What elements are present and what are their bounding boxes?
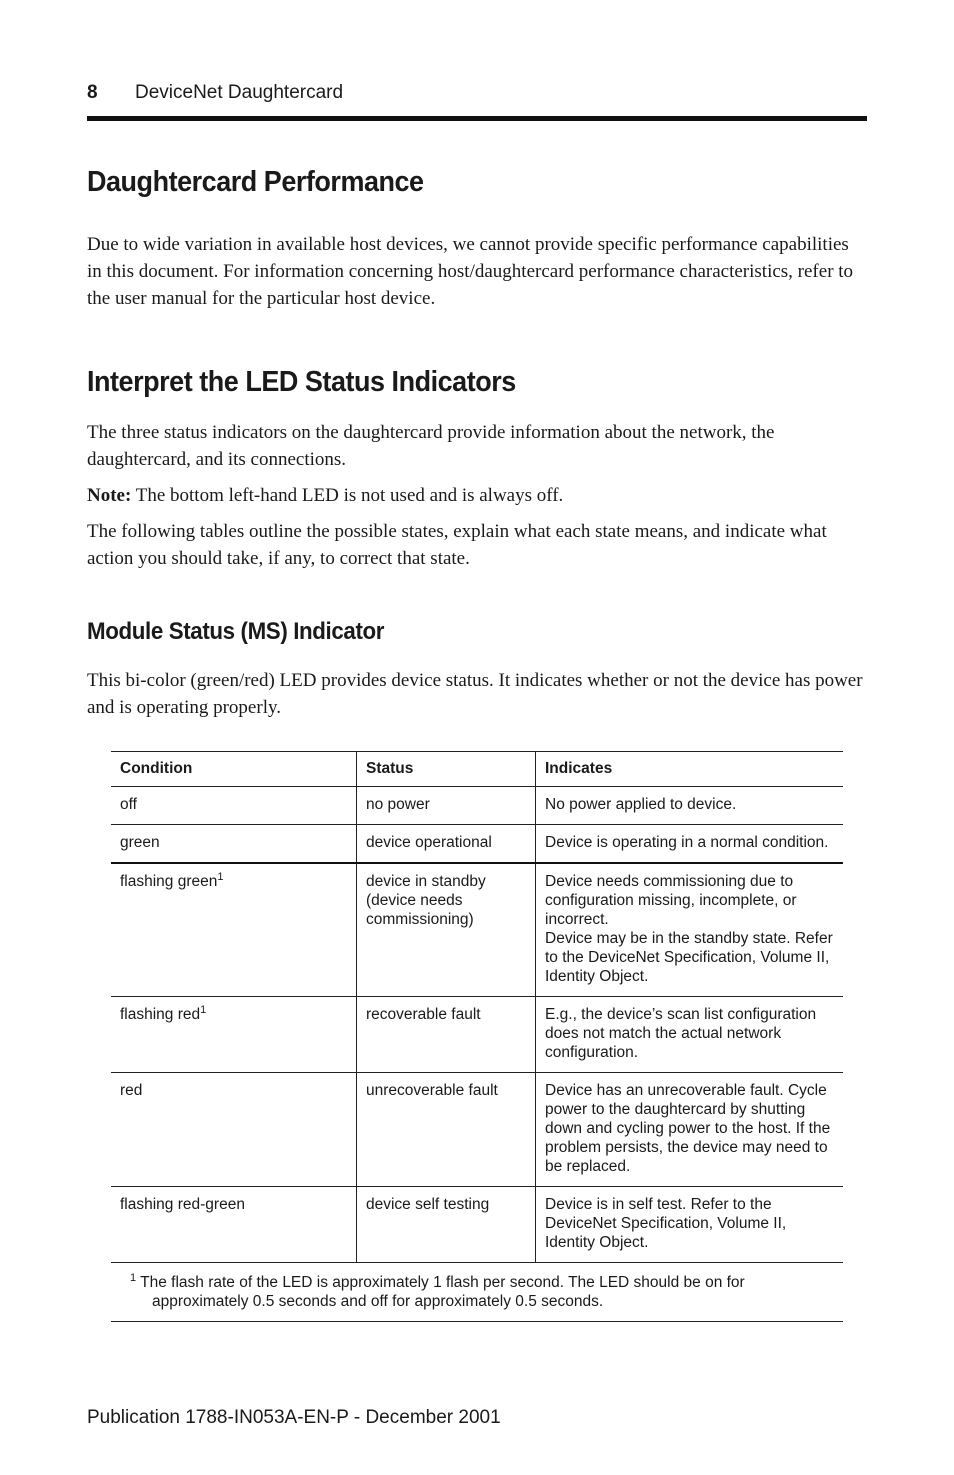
cell-indicates: Device is operating in a normal condition. bbox=[536, 825, 844, 864]
cell-status: unrecoverable fault bbox=[357, 1073, 536, 1187]
table-footnote-row bbox=[111, 1263, 843, 1322]
cell-status: no power bbox=[357, 787, 536, 825]
cell-condition: red bbox=[111, 1073, 357, 1187]
led-heading: Interpret the LED Status Indicators bbox=[87, 366, 516, 398]
table-row bbox=[111, 1073, 843, 1187]
cell-status: device in standby (device needs commissioning) bbox=[357, 863, 536, 997]
performance-paragraph: Due to wide variation in available host devices, we cannot provide specific performance capabilities in this document. For information concerning host/daughtercard performance characteristics, refer to the user manual for the particular host device. bbox=[87, 234, 854, 309]
cell-indicates: No power applied to device. bbox=[536, 787, 844, 825]
table-row bbox=[111, 863, 843, 997]
cell-condition: flashing green$^1$ bbox=[111, 863, 357, 997]
cell-status: recoverable fault bbox=[357, 997, 536, 1073]
table-row bbox=[111, 1187, 843, 1263]
cell-status: device self testing bbox=[357, 1187, 536, 1263]
module-status-paragraph: This bi-color (green/red) LED provides device status. It indicates whether or not the device has power and is operating properly. bbox=[87, 670, 863, 718]
running-title: DeviceNet Daughtercard bbox=[135, 82, 344, 103]
cell-condition: off bbox=[111, 787, 357, 825]
cell-indicates: E.g., the device’s scan list configuration does not match the actual network configuration. bbox=[536, 997, 844, 1073]
led-note bbox=[87, 482, 867, 509]
cell-condition: green bbox=[111, 825, 357, 864]
table-footnote bbox=[111, 1263, 843, 1322]
header-rule bbox=[87, 116, 867, 121]
col-header-condition: Condition bbox=[111, 752, 357, 787]
performance-heading: Daughtercard Performance bbox=[87, 166, 424, 198]
table-row bbox=[111, 787, 843, 825]
footnote-text: The flash rate of the LED is approximately 1 flash per second. The LED should be on for approximately 0.5 seconds and off for approximately 0.5 seconds. bbox=[136, 1274, 745, 1310]
note-text: The bottom left-hand LED is not used and is always off. bbox=[131, 485, 564, 506]
cell-condition: flashing red$^1$ bbox=[111, 997, 357, 1073]
table-row bbox=[111, 825, 843, 864]
page-header bbox=[87, 82, 343, 104]
col-header-indicates: Indicates bbox=[536, 752, 844, 787]
table-row bbox=[111, 997, 843, 1073]
led-paragraph-1: The three status indicators on the daughtercard provide information about the network, the daughtercard, and its connections. bbox=[87, 422, 775, 470]
publication-footer: Publication 1788-IN053A-EN-P - December 2001 bbox=[87, 1407, 501, 1428]
cell-indicates: Device needs commissioning due to configuration missing, incomplete, or incorrect. Device may be in the standby state. Refer to the DeviceNet Specification, Volume II, Identity Object. bbox=[536, 863, 844, 997]
module-status-heading: Module Status (MS) Indicator bbox=[87, 618, 385, 645]
cell-indicates: Device has an unrecoverable fault. Cycle power to the daughtercard by shutting down and cycling power to the host. If the problem persists, the device may need to be replaced. bbox=[536, 1073, 844, 1187]
page-number: 8 bbox=[87, 82, 98, 103]
led-paragraph-2: The following tables outline the possible states, explain what each state means, and indicate what action you should take, if any, to correct that state. bbox=[87, 521, 827, 569]
cell-condition: flashing red-green bbox=[111, 1187, 357, 1263]
cell-status: device operational bbox=[357, 825, 536, 864]
ms-status-table bbox=[111, 751, 843, 1322]
col-header-status: Status bbox=[357, 752, 536, 787]
footnote-mark: 1 bbox=[130, 1271, 137, 1284]
cell-indicates: Device is in self test. Refer to the DeviceNet Specification, Volume II, Identity Object. bbox=[536, 1187, 844, 1263]
note-label: Note: bbox=[87, 485, 132, 506]
table-header-row bbox=[111, 752, 843, 787]
